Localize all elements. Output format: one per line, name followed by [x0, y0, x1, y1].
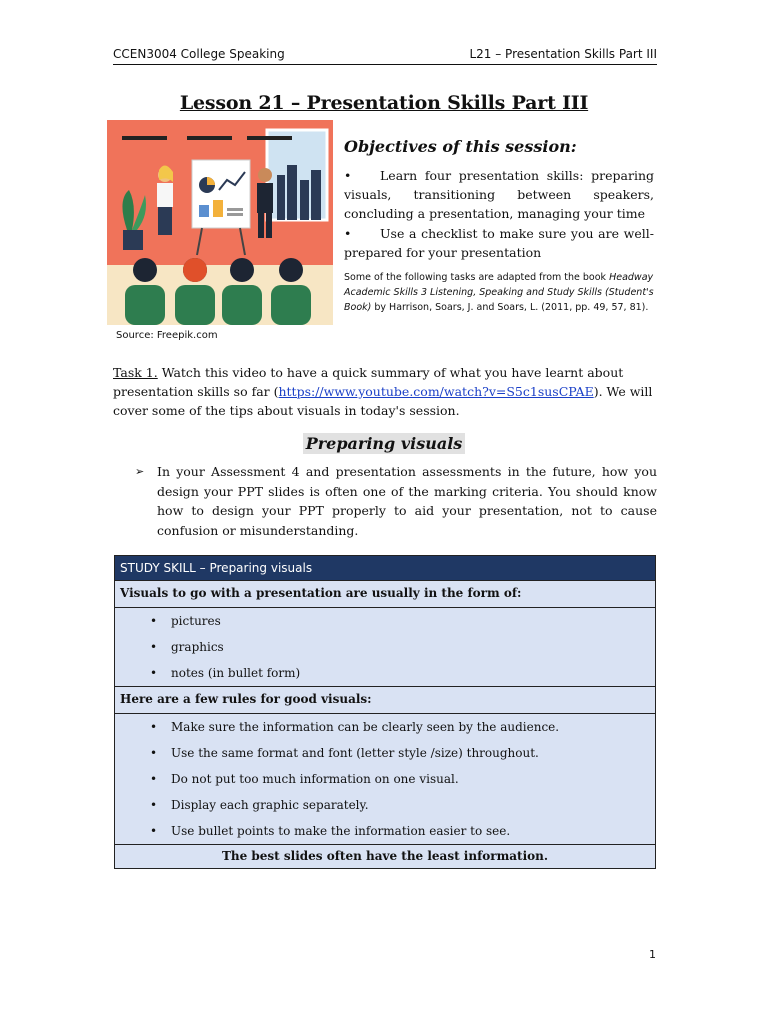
- source-note: Some of the following tasks are adapted from the book Headway Academic Skills 3 Listening, Speaking and Study Skills (Student's Book) by Harrison, Soars, J. and Soars, L. (2011, pp. 49, 57, 81).: [344, 272, 654, 313]
- forms-heading: Visuals to go with a presentation are usually in the form of:: [115, 581, 656, 608]
- header-lesson-ref: L21 – Presentation Skills Part III: [469, 47, 657, 61]
- image-source-caption: Source: Freepik.com: [116, 330, 218, 341]
- objectives-heading: Objectives of this session:: [344, 137, 577, 156]
- list-item: • Make sure the information can be clearly seen by the audience.: [150, 720, 560, 734]
- list-item: • pictures: [150, 614, 221, 628]
- arrow-bullet-icon: ➢: [135, 465, 145, 478]
- rules-heading: Here are a few rules for good visuals:: [115, 687, 656, 714]
- objective-item: • Learn four presentation skills: preparing visuals, transitioning between speakers, concluding a presentation, managing your time: [344, 168, 654, 221]
- objective-item: • Use a checklist to make sure you are well-prepared for your presentation: [344, 226, 654, 260]
- section-heading: Preparing visuals: [0, 434, 768, 453]
- video-link[interactable]: https://www.youtube.com/watch?v=S5c1susCPAE: [278, 384, 594, 399]
- task1-paragraph: Task 1. Watch this video to have a quick summary of what you have learnt about presentation skills so far (https://www.youtube.com/watch?v=S5c1susCPAE). We will cover some of the tips about visuals in today's session.: [113, 365, 653, 418]
- header-rule: [113, 64, 657, 65]
- list-item: • Do not put too much information on one visual.: [150, 772, 459, 786]
- list-item: • Use bullet points to make the information easier to see.: [150, 824, 511, 838]
- page-number: 1: [649, 948, 656, 961]
- table-header: STUDY SKILL – Preparing visuals: [115, 556, 656, 581]
- table-footer: The best slides often have the least information.: [115, 845, 656, 869]
- forms-list-cell: [115, 608, 656, 687]
- presentation-illustration: [107, 120, 333, 325]
- task1-label: Task 1.: [113, 365, 158, 380]
- study-skill-table: [114, 555, 656, 869]
- list-item: • notes (in bullet form): [150, 666, 301, 680]
- list-item: • Display each graphic separately.: [150, 798, 369, 812]
- rules-list-cell: [115, 714, 656, 845]
- page-title: Lesson 21 – Presentation Skills Part III: [179, 92, 589, 114]
- header-course: CCEN3004 College Speaking: [113, 47, 285, 61]
- list-item: • Use the same format and font (letter style /size) throughout.: [150, 746, 539, 760]
- assessment-bullet: ➢ In your Assessment 4 and presentation assessments in the future, how you design your PPT slides is often one of the marking criteria. You should know how to design your PPT properly to aid your presentation, not to cause confusion or misunderstanding.: [135, 464, 657, 538]
- list-item: • graphics: [150, 640, 224, 654]
